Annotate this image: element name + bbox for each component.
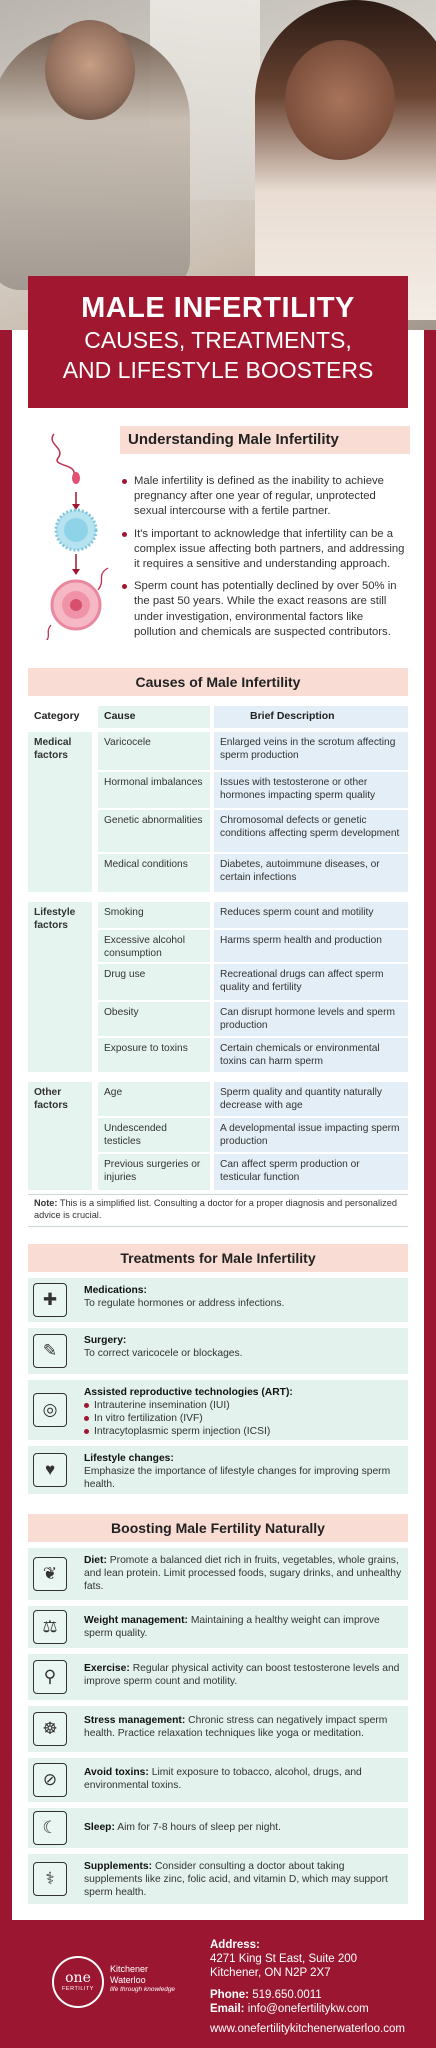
booster-text: Regular physical activity can boost testosterone levels and improve sperm count and motility. xyxy=(84,1663,400,1687)
website-link[interactable]: www.onefertilitykitchenerwaterloo.com xyxy=(210,2023,405,2035)
treatment-text: Emphasize the importance of lifestyle changes for improving sperm health. xyxy=(84,1466,391,1490)
divider xyxy=(28,1226,408,1227)
art-item: Intracytoplasmic sperm injection (ICSI) xyxy=(84,1425,402,1438)
booster-text: Maintaining a healthy weight can improve sperm quality. xyxy=(84,1615,380,1639)
desc-cell: Chromosomal defects or genetic conditions affecting sperm development xyxy=(214,810,408,852)
brand-tagline: life through knowledge xyxy=(110,1986,176,1993)
treatment-label: Lifestyle changes: xyxy=(84,1453,174,1464)
desc-cell: Can disrupt hormone levels and sperm production xyxy=(214,1002,408,1036)
understanding-bullet: Male infertility is defined as the inability to achieve pregnancy after one year of regular, unprotected sexual intercourse with a fertile partner. xyxy=(122,474,407,520)
phone-number[interactable]: 519.650.0011 xyxy=(252,1989,322,2001)
booster-label: Avoid toxins: xyxy=(84,1767,149,1778)
treatment-text: To regulate hormones or address infections. xyxy=(84,1298,285,1309)
desc-cell: Enlarged veins in the scrotum affecting sperm production xyxy=(214,732,408,770)
booster-label: Weight management: xyxy=(84,1615,188,1626)
desc-cell: Issues with testosterone or other hormones impacting sperm quality xyxy=(214,772,408,808)
address-line: 4271 King St East, Suite 200 xyxy=(210,1953,358,1965)
treatment-text: To correct varicocele or blockages. xyxy=(84,1348,243,1359)
man-figure xyxy=(0,30,190,290)
category-medical: Medical factors xyxy=(28,732,92,892)
divider xyxy=(28,1194,408,1195)
booster-label: Supplements: xyxy=(84,1861,153,1872)
microscope-sperm-icon: ◎ xyxy=(33,1393,67,1427)
booster-item xyxy=(28,1706,408,1752)
page-subtitle-1: CAUSES, TREATMENTS, xyxy=(84,327,352,353)
page-subtitle-2: AND LIFESTYLE BOOSTERS xyxy=(62,357,374,383)
vegetables-icon: ❦ xyxy=(33,1557,67,1591)
art-item: Intrauterine insemination (IUI) xyxy=(84,1399,402,1412)
email-link[interactable]: info@onefertilitykw.com xyxy=(247,2003,369,2015)
treatment-item xyxy=(28,1328,408,1374)
desc-cell: A developmental issue impacting sperm production xyxy=(214,1118,408,1152)
booster-item xyxy=(28,1654,408,1700)
cause-cell: Medical conditions xyxy=(98,854,210,892)
cause-cell: Exposure to toxins xyxy=(98,1038,210,1072)
cause-cell: Hormonal imbalances xyxy=(98,772,210,808)
cause-cell: Obesity xyxy=(98,1002,210,1036)
supplements-icon: ⚕ xyxy=(33,1862,67,1896)
medication-bottle-icon: ✚ xyxy=(33,1283,67,1317)
treatment-item xyxy=(28,1278,408,1322)
cause-cell: Excessive alcohol consumption xyxy=(98,930,210,962)
booster-label: Stress management: xyxy=(84,1715,186,1726)
booster-item xyxy=(28,1808,408,1848)
booster-text: Promote a balanced diet rich in fruits, vegetables, whole grains, and lean protein. Limit processed foods, sugary drinks, and unhealthy fats. xyxy=(84,1555,402,1592)
address-line: Kitchener, ON N2P 2X7 xyxy=(210,1967,331,1979)
healthy-lifestyle-icon: ♥ xyxy=(33,1453,67,1487)
sleep-icon: ☾ xyxy=(33,1811,67,1845)
note-text: This is a simplified list. Consulting a doctor for a proper diagnosis and personalized advice is crucial. xyxy=(34,1198,397,1220)
category-other: Other factors xyxy=(28,1082,92,1190)
cause-cell: Smoking xyxy=(98,902,210,928)
desc-cell: Can affect sperm production or testicular function xyxy=(214,1154,408,1190)
phone-label: Phone: xyxy=(210,1989,249,2001)
booster-item xyxy=(28,1854,408,1904)
weight-scale-icon: ⚖ xyxy=(33,1610,67,1644)
understanding-bullet: It's important to acknowledge that infertility can be a complex issue affecting both partners, and addressing it requires a sensitive and understanding approach. xyxy=(122,527,407,573)
address-label: Address: xyxy=(210,1939,260,1951)
cause-cell: Genetic abnormalities xyxy=(98,810,210,852)
treatment-label: Medications: xyxy=(84,1285,147,1296)
booster-text: Consider consulting a doctor about taking supplements like zinc, folic acid, and vitamin D, which may support sperm health. xyxy=(84,1861,388,1898)
brand-line: Waterloo xyxy=(110,1974,146,1985)
art-list xyxy=(84,1399,402,1438)
footer xyxy=(0,1920,436,2048)
treatment-item xyxy=(28,1446,408,1494)
woman-figure xyxy=(255,0,436,320)
header-cause: Cause xyxy=(98,706,210,728)
meditation-icon: ☸ xyxy=(33,1712,67,1746)
cause-cell: Varicocele xyxy=(98,732,210,770)
desc-cell: Certain chemicals or environmental toxins can harm sperm xyxy=(214,1038,408,1072)
header-description: Brief Description xyxy=(214,706,408,728)
treatments-title: Treatments for Male Infertility xyxy=(28,1244,408,1272)
cause-cell: Age xyxy=(98,1082,210,1116)
causes-note xyxy=(34,1198,404,1221)
treatment-item xyxy=(28,1380,408,1440)
desc-cell: Reduces sperm count and motility xyxy=(214,902,408,928)
art-item: In vitro fertilization (IVF) xyxy=(84,1412,402,1425)
title-banner xyxy=(28,276,408,408)
understanding-bullets xyxy=(122,474,407,647)
booster-text: Limit exposure to tobacco, alcohol, drugs, and environmental toxins. xyxy=(84,1767,362,1791)
understanding-title: Understanding Male Infertility xyxy=(120,426,410,454)
booster-text: Chronic stress can negatively impact sperm health. Practice relaxation techniques like yoga or meditation. xyxy=(84,1715,388,1739)
booster-label: Sleep: xyxy=(84,1822,115,1833)
sperm-egg-illustration xyxy=(36,430,116,640)
page-title: MALE INFERTILITY xyxy=(81,292,355,324)
contact-block xyxy=(210,1938,430,2016)
brand-text xyxy=(110,1964,175,1996)
exercise-icon: ⚲ xyxy=(33,1660,67,1694)
booster-label: Exercise: xyxy=(84,1663,130,1674)
desc-cell: Diabetes, autoimmune diseases, or certain infections xyxy=(214,854,408,892)
booster-item xyxy=(28,1606,408,1648)
desc-cell: Sperm quality and quantity naturally decrease with age xyxy=(214,1082,408,1116)
booster-item xyxy=(28,1548,408,1600)
one-fertility-logo: one FERTILITY xyxy=(52,1956,104,2008)
booster-text: Aim for 7-8 hours of sleep per night. xyxy=(117,1822,281,1833)
treatment-label: Assisted reproductive technologies (ART): xyxy=(84,1387,293,1398)
desc-cell: Harms sperm health and production xyxy=(214,930,408,962)
scalpel-icon: ✎ xyxy=(33,1334,67,1368)
cause-cell: Previous surgeries or injuries xyxy=(98,1154,210,1190)
causes-title: Causes of Male Infertility xyxy=(28,668,408,696)
cause-cell: Undescended testicles xyxy=(98,1118,210,1152)
boosting-title: Boosting Male Fertility Naturally xyxy=(28,1514,408,1542)
understanding-bullet: Sperm count has potentially declined by over 50% in the past 50 years. While the exact reasons are still under investigation, environmental factors like pollution and chemicals are suspected contributors. xyxy=(122,579,407,640)
treatment-label: Surgery: xyxy=(84,1335,127,1346)
brand-line: Kitchener xyxy=(110,1964,149,1974)
cause-cell: Drug use xyxy=(98,964,210,1000)
booster-label: Diet: xyxy=(84,1555,107,1566)
booster-item xyxy=(28,1758,408,1802)
email-label: Email: xyxy=(210,2003,245,2015)
desc-cell: Recreational drugs can affect sperm quality and fertility xyxy=(214,964,408,1000)
no-toxins-icon: ⊘ xyxy=(33,1763,67,1797)
category-lifestyle: Lifestyle factors xyxy=(28,902,92,1072)
header-category: Category xyxy=(34,710,80,722)
note-label: Note: xyxy=(34,1198,58,1208)
